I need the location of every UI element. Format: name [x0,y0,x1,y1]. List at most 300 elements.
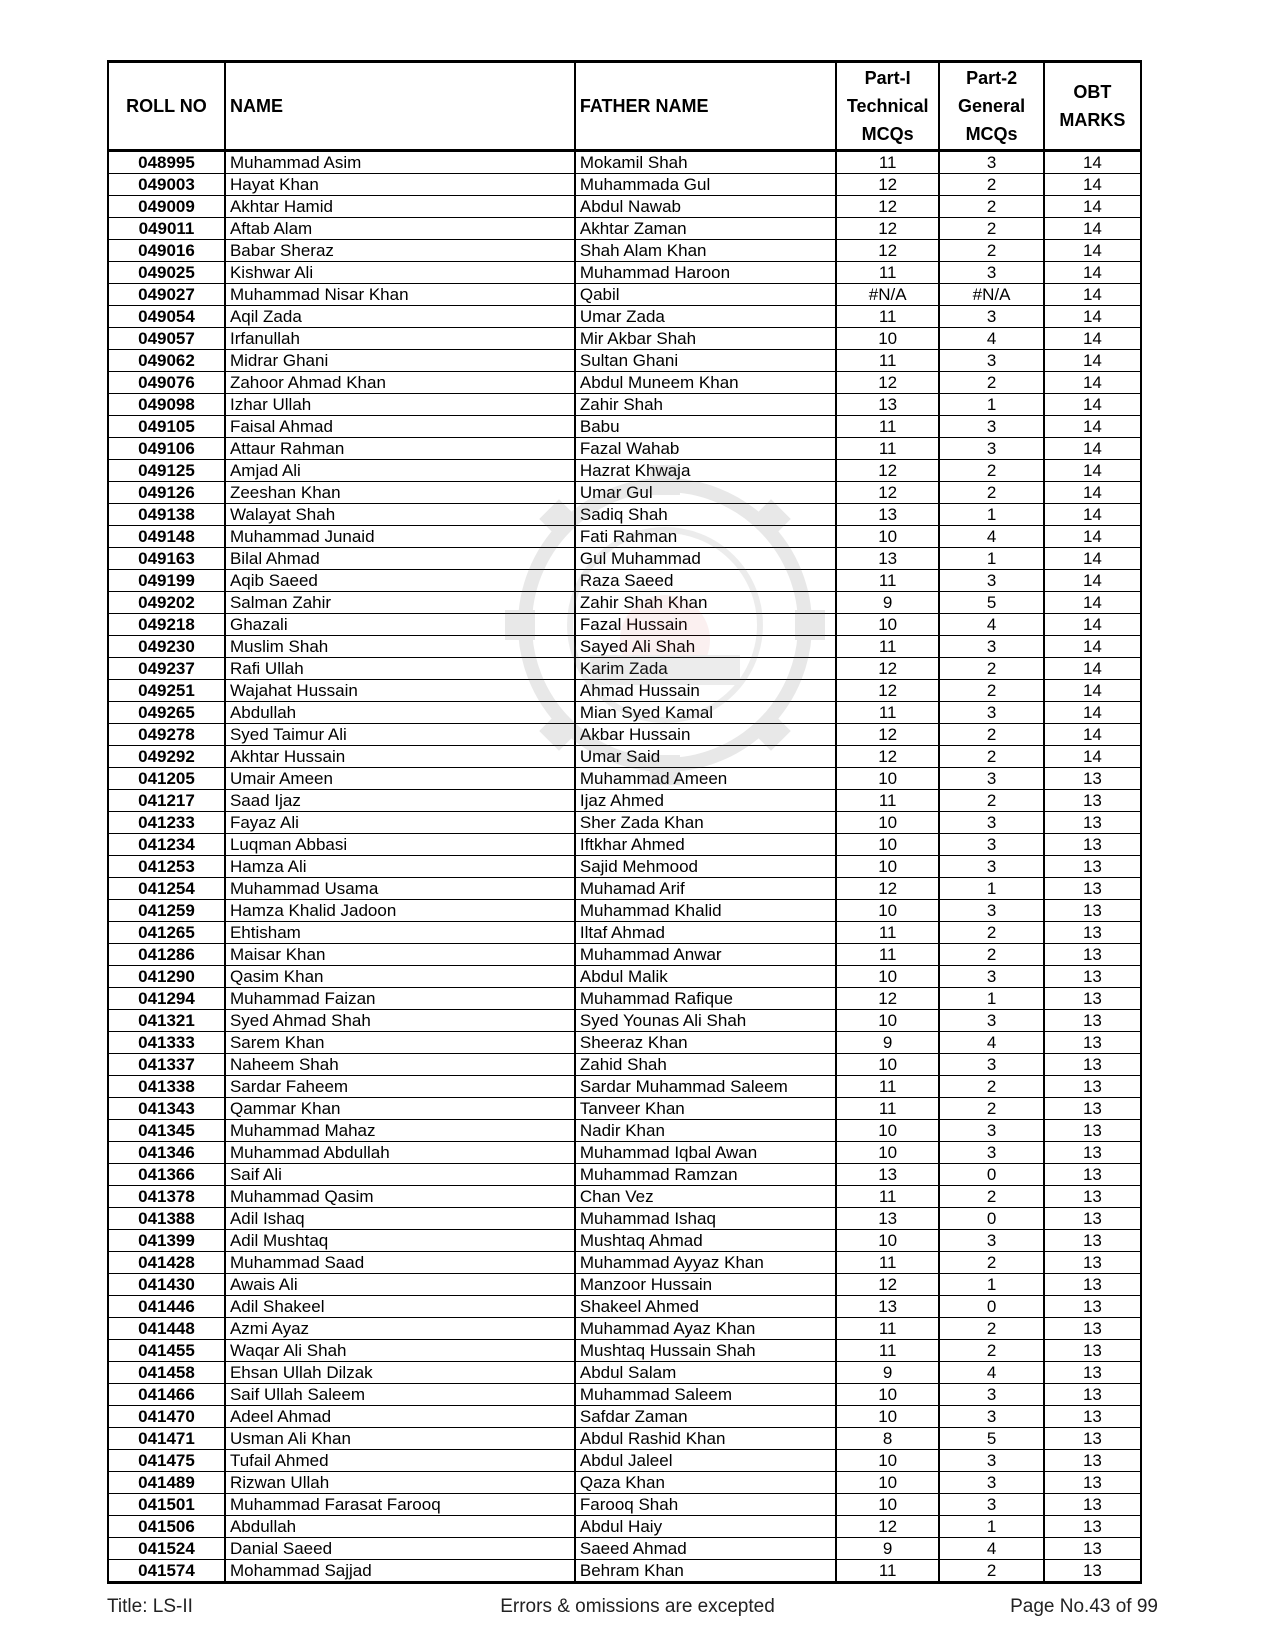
father-name-cell: Shakeel Ahmed [575,1296,836,1318]
part2-marks-cell: 3 [939,151,1043,174]
obtained-marks-cell: 13 [1044,1450,1141,1472]
obtained-marks-cell: 13 [1044,900,1141,922]
name-cell: Adeel Ahmad [225,1406,575,1428]
name-cell: Luqman Abbasi [225,834,575,856]
roll-no-cell: 041205 [108,768,225,790]
part2-marks-cell: 3 [939,438,1043,460]
father-name-cell: Abdul Rashid Khan [575,1428,836,1450]
table-row [108,592,1141,614]
name-cell: Muhammad Faizan [225,988,575,1010]
part1-marks-cell: 9 [836,1362,939,1384]
part2-marks-cell: 2 [939,1318,1043,1340]
name-cell: Hamza Ali [225,856,575,878]
part1-marks-cell: 10 [836,966,939,988]
roll-no-cell: 041345 [108,1120,225,1142]
table-row [108,746,1141,768]
name-cell: Attaur Rahman [225,438,575,460]
name-cell: Ehtisham [225,922,575,944]
obtained-marks-cell: 14 [1044,482,1141,504]
part2-marks-cell: 2 [939,922,1043,944]
part2-marks-cell: 3 [939,1384,1043,1406]
father-name-cell: Fazal Wahab [575,438,836,460]
part2-marks-cell: 3 [939,856,1043,878]
part2-marks-cell: 2 [939,372,1043,394]
part1-marks-cell: 11 [836,151,939,174]
father-name-cell: Muhammad Khalid [575,900,836,922]
obtained-marks-cell: 14 [1044,240,1141,262]
table-row [108,1054,1141,1076]
name-cell: Waqar Ali Shah [225,1340,575,1362]
father-name-cell: Abdul Salam [575,1362,836,1384]
header-obt-line: MARKS [1059,110,1126,130]
name-cell: Sarem Khan [225,1032,575,1054]
part1-marks-cell: 11 [836,636,939,658]
name-cell: Muhammad Saad [225,1252,575,1274]
obtained-marks-cell: 13 [1044,1010,1141,1032]
roll-no-cell: 041233 [108,812,225,834]
part2-marks-cell: 1 [939,1516,1043,1538]
roll-no-cell: 041337 [108,1054,225,1076]
table-row [108,702,1141,724]
roll-no-cell: 049251 [108,680,225,702]
footer-note: Errors & omissions are excepted [500,1596,775,1617]
father-name-cell: Tanveer Khan [575,1098,836,1120]
obtained-marks-cell: 13 [1044,1252,1141,1274]
part1-marks-cell: 10 [836,328,939,350]
part2-marks-cell: 3 [939,570,1043,592]
roll-no-cell: 041234 [108,834,225,856]
father-name-cell: Shah Alam Khan [575,240,836,262]
roll-no-cell: 041501 [108,1494,225,1516]
part2-marks-cell: 2 [939,944,1043,966]
roll-no-cell: 041343 [108,1098,225,1120]
name-cell: Umair Ameen [225,768,575,790]
name-cell: Bilal Ahmad [225,548,575,570]
table-row [108,768,1141,790]
name-cell: Tufail Ahmed [225,1450,575,1472]
part2-marks-cell: 3 [939,1450,1043,1472]
obtained-marks-cell: 13 [1044,1142,1141,1164]
father-name-cell: Muhammad Iqbal Awan [575,1142,836,1164]
father-name-cell: Muhammad Rafique [575,988,836,1010]
part2-marks-cell: 3 [939,1494,1043,1516]
part2-marks-cell: 3 [939,1054,1043,1076]
obtained-marks-cell: 13 [1044,1032,1141,1054]
header-part1-technical-mcqs [836,62,939,151]
roll-no-cell: 049011 [108,218,225,240]
table-row [108,1472,1141,1494]
roll-no-cell: 049138 [108,504,225,526]
name-cell: Muhammad Junaid [225,526,575,548]
name-cell: Muhammad Usama [225,878,575,900]
father-name-cell: Sultan Ghani [575,350,836,372]
part1-marks-cell: 13 [836,548,939,570]
father-name-cell: Mushtaq Hussain Shah [575,1340,836,1362]
part1-marks-cell: 13 [836,1296,939,1318]
name-cell: Irfanullah [225,328,575,350]
part1-marks-cell: 12 [836,196,939,218]
header-part2-general-mcqs [939,62,1043,151]
header-roll-no: ROLL NO [108,62,225,151]
father-name-cell: Gul Muhammad [575,548,836,570]
table-row [108,196,1141,218]
part2-marks-cell: 3 [939,1230,1043,1252]
name-cell: Syed Taimur Ali [225,724,575,746]
part2-marks-cell: 3 [939,702,1043,724]
part1-marks-cell: 9 [836,1538,939,1560]
part2-marks-cell: 1 [939,548,1043,570]
name-cell: Midrar Ghani [225,350,575,372]
part2-marks-cell: 1 [939,878,1043,900]
obtained-marks-cell: 14 [1044,306,1141,328]
table-row [108,614,1141,636]
roll-no-cell: 049025 [108,262,225,284]
part2-marks-cell: 5 [939,1428,1043,1450]
part2-marks-cell: 4 [939,526,1043,548]
part2-marks-cell: 3 [939,350,1043,372]
obtained-marks-cell: 14 [1044,636,1141,658]
name-cell: Usman Ali Khan [225,1428,575,1450]
roll-no-cell: 041294 [108,988,225,1010]
table-row [108,1428,1141,1450]
father-name-cell: Chan Vez [575,1186,836,1208]
obtained-marks-cell: 13 [1044,1318,1141,1340]
roll-no-cell: 041217 [108,790,225,812]
part2-marks-cell: 2 [939,790,1043,812]
table-row [108,724,1141,746]
table-row [108,438,1141,460]
part2-marks-cell: 1 [939,1274,1043,1296]
obtained-marks-cell: 13 [1044,1362,1141,1384]
obtained-marks-cell: 14 [1044,702,1141,724]
roll-no-cell: 049016 [108,240,225,262]
table-row [108,504,1141,526]
header-part2-line: General [958,96,1026,116]
part2-marks-cell: 3 [939,834,1043,856]
table-row [108,658,1141,680]
table-row [108,1010,1141,1032]
table-row [108,526,1141,548]
obtained-marks-cell: 14 [1044,526,1141,548]
father-name-cell: Karim Zada [575,658,836,680]
part2-marks-cell: 5 [939,592,1043,614]
table-row [108,636,1141,658]
obtained-marks-cell: 13 [1044,1340,1141,1362]
part1-marks-cell: 13 [836,1208,939,1230]
roll-no-cell: 041455 [108,1340,225,1362]
part2-marks-cell: 3 [939,966,1043,988]
part2-marks-cell: 4 [939,614,1043,636]
father-name-cell: Umar Said [575,746,836,768]
table-row [108,1208,1141,1230]
header-obt-marks [1044,62,1141,151]
name-cell: Qasim Khan [225,966,575,988]
obtained-marks-cell: 14 [1044,262,1141,284]
header-part1-line: Part-I [864,68,911,88]
obtained-marks-cell: 13 [1044,812,1141,834]
father-name-cell: Abdul Nawab [575,196,836,218]
part1-marks-cell: 10 [836,1472,939,1494]
table-row [108,1076,1141,1098]
father-name-cell: Muhammad Ishaq [575,1208,836,1230]
father-name-cell: Saeed Ahmad [575,1538,836,1560]
name-cell: Walayat Shah [225,504,575,526]
part1-marks-cell: 11 [836,262,939,284]
obtained-marks-cell: 13 [1044,1164,1141,1186]
name-cell: Muhammad Mahaz [225,1120,575,1142]
obtained-marks-cell: 14 [1044,196,1141,218]
part2-marks-cell: 4 [939,1032,1043,1054]
part1-marks-cell: 10 [836,1450,939,1472]
father-name-cell: Zahid Shah [575,1054,836,1076]
father-name-cell: Ahmad Hussain [575,680,836,702]
table-row [108,812,1141,834]
table-row [108,1340,1141,1362]
roll-no-cell: 049057 [108,328,225,350]
table-row [108,1450,1141,1472]
part1-marks-cell: 11 [836,1318,939,1340]
part1-marks-cell: 11 [836,350,939,372]
part2-marks-cell: 2 [939,218,1043,240]
obtained-marks-cell: 14 [1044,614,1141,636]
table-row [108,174,1141,196]
obtained-marks-cell: 13 [1044,856,1141,878]
part2-marks-cell: 2 [939,1340,1043,1362]
header-obt-line: OBT [1073,82,1112,102]
roll-no-cell: 049054 [108,306,225,328]
father-name-cell: Safdar Zaman [575,1406,836,1428]
part1-marks-cell: 13 [836,1164,939,1186]
table-row [108,1186,1141,1208]
name-cell: Faisal Ahmad [225,416,575,438]
table-row [108,548,1141,570]
obtained-marks-cell: 14 [1044,658,1141,680]
father-name-cell: Abdul Malik [575,966,836,988]
table-row [108,1494,1141,1516]
roll-no-cell: 041321 [108,1010,225,1032]
part2-marks-cell: 3 [939,262,1043,284]
roll-no-cell: 049265 [108,702,225,724]
header-part2-line: Part-2 [966,68,1018,88]
part1-marks-cell: 11 [836,306,939,328]
roll-no-cell: 041346 [108,1142,225,1164]
part1-marks-cell: 8 [836,1428,939,1450]
name-cell: Muhammad Asim [225,151,575,174]
father-name-cell: Muhammad Haroon [575,262,836,284]
father-name-cell: Umar Zada [575,306,836,328]
part1-marks-cell: 10 [836,900,939,922]
father-name-cell: Nadir Khan [575,1120,836,1142]
father-name-cell: Raza Saeed [575,570,836,592]
header-part1-line: MCQs [861,124,914,144]
part2-marks-cell: 3 [939,812,1043,834]
father-name-cell: Sajid Mehmood [575,856,836,878]
roll-no-cell: 049199 [108,570,225,592]
table-row [108,680,1141,702]
part1-marks-cell: 10 [836,768,939,790]
part2-marks-cell: 2 [939,240,1043,262]
name-cell: Fayaz Ali [225,812,575,834]
father-name-cell: Abdul Jaleel [575,1450,836,1472]
name-cell: Adil Shakeel [225,1296,575,1318]
obtained-marks-cell: 13 [1044,1406,1141,1428]
roll-no-cell: 041506 [108,1516,225,1538]
name-cell: Ehsan Ullah Dilzak [225,1362,575,1384]
part1-marks-cell: 10 [836,1010,939,1032]
obtained-marks-cell: 14 [1044,438,1141,460]
obtained-marks-cell: 14 [1044,350,1141,372]
roll-no-cell: 041254 [108,878,225,900]
table-row [108,900,1141,922]
obtained-marks-cell: 14 [1044,548,1141,570]
roll-no-cell: 041475 [108,1450,225,1472]
part2-marks-cell: 2 [939,482,1043,504]
table-row [108,416,1141,438]
obtained-marks-cell: 14 [1044,372,1141,394]
roll-no-cell: 041470 [108,1406,225,1428]
name-cell: Rafi Ullah [225,658,575,680]
part2-marks-cell: 2 [939,1560,1043,1583]
father-name-cell: Sheeraz Khan [575,1032,836,1054]
part2-marks-cell: 4 [939,328,1043,350]
name-cell: Zeeshan Khan [225,482,575,504]
roll-no-cell: 049278 [108,724,225,746]
obtained-marks-cell: 14 [1044,724,1141,746]
name-cell: Adil Mushtaq [225,1230,575,1252]
table-row [108,394,1141,416]
part1-marks-cell: #N/A [836,284,939,306]
obtained-marks-cell: 13 [1044,1274,1141,1296]
part2-marks-cell: 3 [939,1406,1043,1428]
part1-marks-cell: 12 [836,988,939,1010]
name-cell: Aftab Alam [225,218,575,240]
roll-no-cell: 041446 [108,1296,225,1318]
footer-page-number: Page No.43 of 99 [1010,1596,1158,1617]
father-name-cell: Behram Khan [575,1560,836,1583]
table-row [108,1142,1141,1164]
name-cell: Kishwar Ali [225,262,575,284]
table-body [108,151,1141,1583]
table-row [108,262,1141,284]
roll-no-cell: 048995 [108,151,225,174]
obtained-marks-cell: 14 [1044,394,1141,416]
part1-marks-cell: 12 [836,1274,939,1296]
part1-marks-cell: 10 [836,614,939,636]
obtained-marks-cell: 13 [1044,966,1141,988]
name-cell: Awais Ali [225,1274,575,1296]
table-row [108,306,1141,328]
father-name-cell: Zahir Shah [575,394,836,416]
obtained-marks-cell: 13 [1044,1098,1141,1120]
father-name-cell: Akbar Hussain [575,724,836,746]
part2-marks-cell: 3 [939,1120,1043,1142]
part2-marks-cell: 2 [939,1098,1043,1120]
obtained-marks-cell: 13 [1044,1186,1141,1208]
father-name-cell: Muhammad Ayaz Khan [575,1318,836,1340]
roll-no-cell: 041333 [108,1032,225,1054]
father-name-cell: Muhammad Ramzan [575,1164,836,1186]
father-name-cell: Mir Akbar Shah [575,328,836,350]
header-part1-line: Technical [846,96,929,116]
roll-no-cell: 041428 [108,1252,225,1274]
name-cell: Aqil Zada [225,306,575,328]
father-name-cell: Muhammad Ayyaz Khan [575,1252,836,1274]
part2-marks-cell: 1 [939,394,1043,416]
father-name-cell: Babu [575,416,836,438]
part1-marks-cell: 13 [836,394,939,416]
footer-title: Title: LS-II [107,1596,193,1617]
obtained-marks-cell: 14 [1044,328,1141,350]
roll-no-cell: 049230 [108,636,225,658]
name-cell: Maisar Khan [225,944,575,966]
table-row [108,1538,1141,1560]
roll-no-cell: 041524 [108,1538,225,1560]
name-cell: Hamza Khalid Jadoon [225,900,575,922]
father-name-cell: Zahir Shah Khan [575,592,836,614]
obtained-marks-cell: 13 [1044,1120,1141,1142]
part2-marks-cell: 4 [939,1362,1043,1384]
part1-marks-cell: 10 [836,526,939,548]
name-cell: Izhar Ullah [225,394,575,416]
obtained-marks-cell: 13 [1044,1230,1141,1252]
obtained-marks-cell: 14 [1044,460,1141,482]
part2-marks-cell: 1 [939,988,1043,1010]
table-row [108,460,1141,482]
father-name-cell: Akhtar Zaman [575,218,836,240]
part2-marks-cell: 0 [939,1296,1043,1318]
father-name-cell: Mian Syed Kamal [575,702,836,724]
obtained-marks-cell: 13 [1044,1208,1141,1230]
table-row [108,1164,1141,1186]
roll-no-cell: 041378 [108,1186,225,1208]
name-cell: Azmi Ayaz [225,1318,575,1340]
table-row [108,372,1141,394]
part1-marks-cell: 10 [836,1142,939,1164]
part1-marks-cell: 11 [836,1098,939,1120]
table-row [108,966,1141,988]
header-part2-line: MCQs [965,124,1018,144]
father-name-cell: Qaza Khan [575,1472,836,1494]
obtained-marks-cell: 13 [1044,1494,1141,1516]
obtained-marks-cell: 13 [1044,878,1141,900]
part1-marks-cell: 11 [836,570,939,592]
roll-no-cell: 041448 [108,1318,225,1340]
father-name-cell: Muhamad Arif [575,878,836,900]
results-table [107,60,1142,1584]
name-cell: Ghazali [225,614,575,636]
father-name-cell: Umar Gul [575,482,836,504]
obtained-marks-cell: 13 [1044,790,1141,812]
table-row [108,240,1141,262]
table-row [108,1098,1141,1120]
roll-no-cell: 049076 [108,372,225,394]
header-row [108,62,1141,151]
table-row [108,834,1141,856]
roll-no-cell: 041471 [108,1428,225,1450]
part2-marks-cell: 1 [939,504,1043,526]
father-name-cell: Iltaf Ahmad [575,922,836,944]
father-name-cell: Qabil [575,284,836,306]
name-cell: Akhtar Hussain [225,746,575,768]
name-cell: Aqib Saeed [225,570,575,592]
table-row [108,482,1141,504]
obtained-marks-cell: 13 [1044,922,1141,944]
obtained-marks-cell: 14 [1044,570,1141,592]
name-cell: Muslim Shah [225,636,575,658]
name-cell: Babar Sheraz [225,240,575,262]
roll-no-cell: 041290 [108,966,225,988]
table-row [108,1032,1141,1054]
